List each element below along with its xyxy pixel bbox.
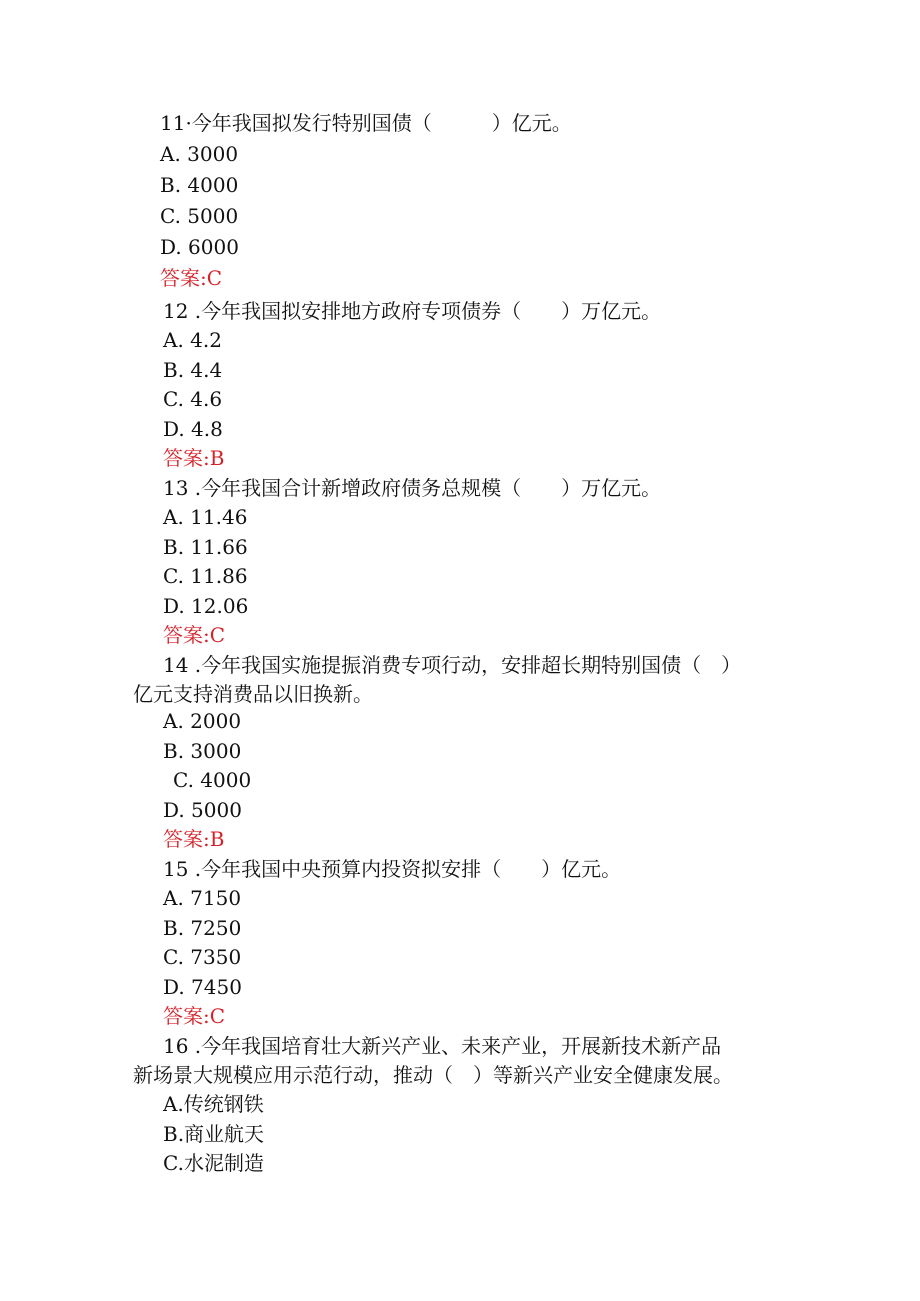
question-16-stem-line-2: 新场景大规模应用示范行动，推动（ ）等新兴产业安全健康发展。 — [133, 1063, 733, 1087]
question-11-answer: 答案:C — [160, 266, 223, 290]
question-12-stem: 12 .今年我国拟安排地方政府专项债券（ ）万亿元。 — [163, 299, 662, 323]
question-15-option-d: D. 7450 — [163, 975, 242, 999]
question-15-option-a: A. 7150 — [163, 886, 242, 910]
question-12-option-d: D. 4.8 — [163, 417, 223, 441]
question-14-option-a: A. 2000 — [163, 709, 242, 733]
question-13-option-a: A. 11.46 — [163, 505, 248, 529]
question-12-option-c: C. 4.6 — [163, 387, 223, 411]
question-11-option-a: A. 3000 — [160, 142, 239, 166]
question-15-option-b: B. 7250 — [163, 916, 242, 940]
question-14-option-c: C. 4000 — [173, 768, 252, 792]
question-13-option-b: B. 11.66 — [163, 535, 248, 559]
question-11-stem: 11·今年我国拟发行特别国债（ ）亿元。 — [160, 111, 572, 135]
question-16-option-a: A.传统钢铁 — [163, 1092, 264, 1116]
question-16-option-b: B.商业航天 — [163, 1122, 265, 1146]
question-14-answer: 答案:B — [163, 827, 225, 851]
question-12-answer: 答案:B — [163, 446, 225, 470]
question-12-option-a: A. 4.2 — [163, 328, 222, 352]
question-15-answer: 答案:C — [163, 1004, 226, 1028]
question-14-stem-line-1: 14 .今年我国实施提振消费专项行动，安排超长期特别国债（ ） — [163, 653, 742, 677]
question-13-option-d: D. 12.06 — [163, 594, 249, 618]
question-14-option-b: B. 3000 — [163, 739, 242, 763]
question-12-option-b: B. 4.4 — [163, 358, 223, 382]
question-13-answer: 答案:C — [163, 623, 226, 647]
question-11-option-d: D. 6000 — [160, 235, 239, 259]
question-15-option-c: C. 7350 — [163, 945, 242, 969]
question-16-stem-line-1: 16 .今年我国培育壮大新兴产业、未来产业，开展新技术新产品 — [163, 1034, 722, 1058]
question-11-option-c: C. 5000 — [160, 204, 239, 228]
question-14-stem-line-2: 亿元支持消费品以旧换新。 — [133, 682, 373, 706]
question-15-stem: 15 .今年我国中央预算内投资拟安排（ ）亿元。 — [163, 857, 622, 881]
question-14-option-d: D. 5000 — [163, 798, 242, 822]
question-13-option-c: C. 11.86 — [163, 564, 248, 588]
question-16-option-c: C.水泥制造 — [163, 1151, 264, 1175]
question-11-option-b: B. 4000 — [160, 173, 239, 197]
question-13-stem: 13 .今年我国合计新增政府债务总规模（ ）万亿元。 — [163, 476, 662, 500]
